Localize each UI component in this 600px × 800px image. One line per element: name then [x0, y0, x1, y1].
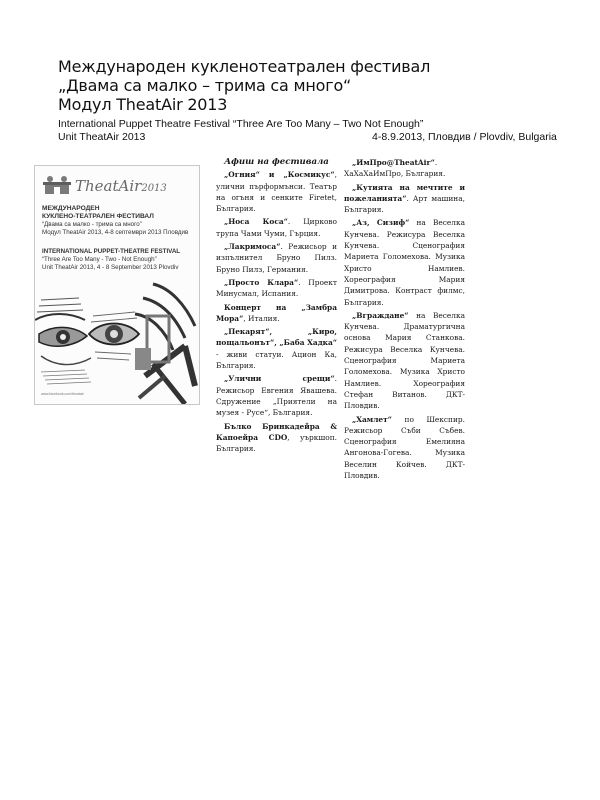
program-entry-title: „Хамлет“ [352, 414, 392, 424]
program-entry [216, 277, 337, 300]
program-entry-text: , улични пърформънси. Театър на огъня и сенките Firetet, България. [216, 170, 337, 214]
program-entry-title: „Пекарят“, „Киро, пощальонът“, „Баба Хадка“ [216, 327, 337, 348]
program-entry-text: - живи статуи. Ацион Ка, България. [216, 349, 337, 371]
program-entry-text: , Италия. [243, 313, 280, 323]
heading-line-2: „Двама са малко – трима са много“ [58, 76, 352, 95]
article-column-2 [344, 157, 465, 483]
program-entry-title: „Вграждане“ [352, 310, 409, 320]
program-entry [344, 157, 465, 180]
article-heading [58, 57, 578, 144]
program-entry-title: „Кутията на мечтите и пожеланията“ [344, 182, 465, 203]
program-entry-title: „Улични срещи“ [224, 374, 335, 384]
program-entry [216, 302, 337, 325]
poster-bg-block: МЕЖДУНАРОДЕН КУКЛЕНО-ТЕАТРАЛЕН ФЕСТИВАЛ “Двама са малко - трима са много” Модул TheatAir 2013, 4-8 септември 2013 Пловдив [42, 205, 189, 236]
program-entry-text: на Веселка Кунчева. Режисура Веселка Кунчева. Сценография Мариета Голомехова. Музика Христо Намлиев. Хореография Мария Димитрова. Контраст филмс, България. [344, 218, 465, 307]
program-entry-title: „Носа Коса“ [224, 217, 288, 227]
program-entry [344, 310, 465, 412]
program-entry [344, 414, 465, 482]
program-entry [216, 421, 337, 455]
heading-unit-row [58, 131, 578, 144]
poster-logo [41, 173, 191, 199]
program-entry-text: . Проект Минусмал, Испания. [216, 277, 337, 299]
program-entry [216, 373, 337, 418]
program-entry-title: „Лакримоса“ [224, 242, 281, 252]
poster-en-block: INTERNATIONAL PUPPET-THEATRE FESTIVAL “Three Are Too Many - Two - Not Enough” Unit TheatAir 2013, 4 - 8 September 2013 Plovdiv [42, 248, 181, 271]
program-entry [344, 182, 465, 216]
program-entry-text: . Цирково трупа Чами Чуми, Гърция. [216, 217, 338, 238]
heading-dates-place: 4-8.9.2013, Пловдив / Plovdiv, Bulgaria [372, 131, 557, 143]
article-column-1 [216, 157, 337, 456]
program-entry [216, 326, 337, 371]
program-entry-title: „Огния“ и „Космикус“ [224, 170, 335, 180]
poster-artwork [35, 276, 199, 404]
program-entry-title: „Аз, Сизиф“ [352, 218, 410, 228]
program-entry-text: . ХаХаХаИмПро, България. [344, 158, 446, 179]
program-entry [344, 217, 465, 307]
program-entry-title: Концерт на „Замбра Мора“ [216, 302, 337, 323]
poster-logo-text: TheatAir2013 [75, 177, 167, 195]
program-entry-title: „ИмПро@TheatAir“ [352, 158, 435, 167]
program-entry-text: на Веселка Кунчева. Драматургична основа Мария Станкова. Режисура Веселка Кунчева. Сценография Мариета Голомехова. Музика Христо Намлиев. Хореография Стефан Витанов. ДКТ-Пловдив. [344, 310, 465, 411]
program-entry-title: „Просто Клара“ [224, 277, 299, 287]
poster-url: www.facebook.com/theatair [41, 392, 84, 396]
program-entry-text: . Арт машина, България. [344, 193, 465, 215]
heading-line-3: Модул TheatAir 2013 [58, 95, 228, 114]
program-entry [216, 216, 337, 239]
festival-poster [34, 165, 200, 405]
program-entry-text: по Шекспир. Режисьор Съби Събев. Сценография Емелияна Ангонова-Гогева. Музика Веселин Койчев. ДКТ-Пловдив. [344, 414, 465, 481]
program-entry-text: , уъркшоп. България. [216, 432, 337, 454]
heading-line-1: Международен кукленотеатрален фестивал [58, 57, 431, 76]
section-title: Афиш на фестивала [224, 157, 329, 167]
program-entry-title: Бълко Бринкадейра & Капоейра CDO [216, 421, 337, 442]
program-entry [216, 169, 337, 214]
theatre-logo-icon [41, 173, 73, 197]
heading-unit: Unit TheatAir 2013 [58, 131, 146, 143]
program-entry-text: . Режисьор и изпълнител Бруно Пилз. Бруно Пилз, Германия. [216, 242, 337, 274]
program-entry [216, 241, 337, 275]
heading-subtitle-en: International Puppet Theatre Festival “Three Are Too Many – Two Not Enough” [58, 118, 424, 130]
program-entry-text: . Режисьор Евгения Явашева. Сдружение „Приятели на музея - Русе“, България. [216, 374, 337, 418]
